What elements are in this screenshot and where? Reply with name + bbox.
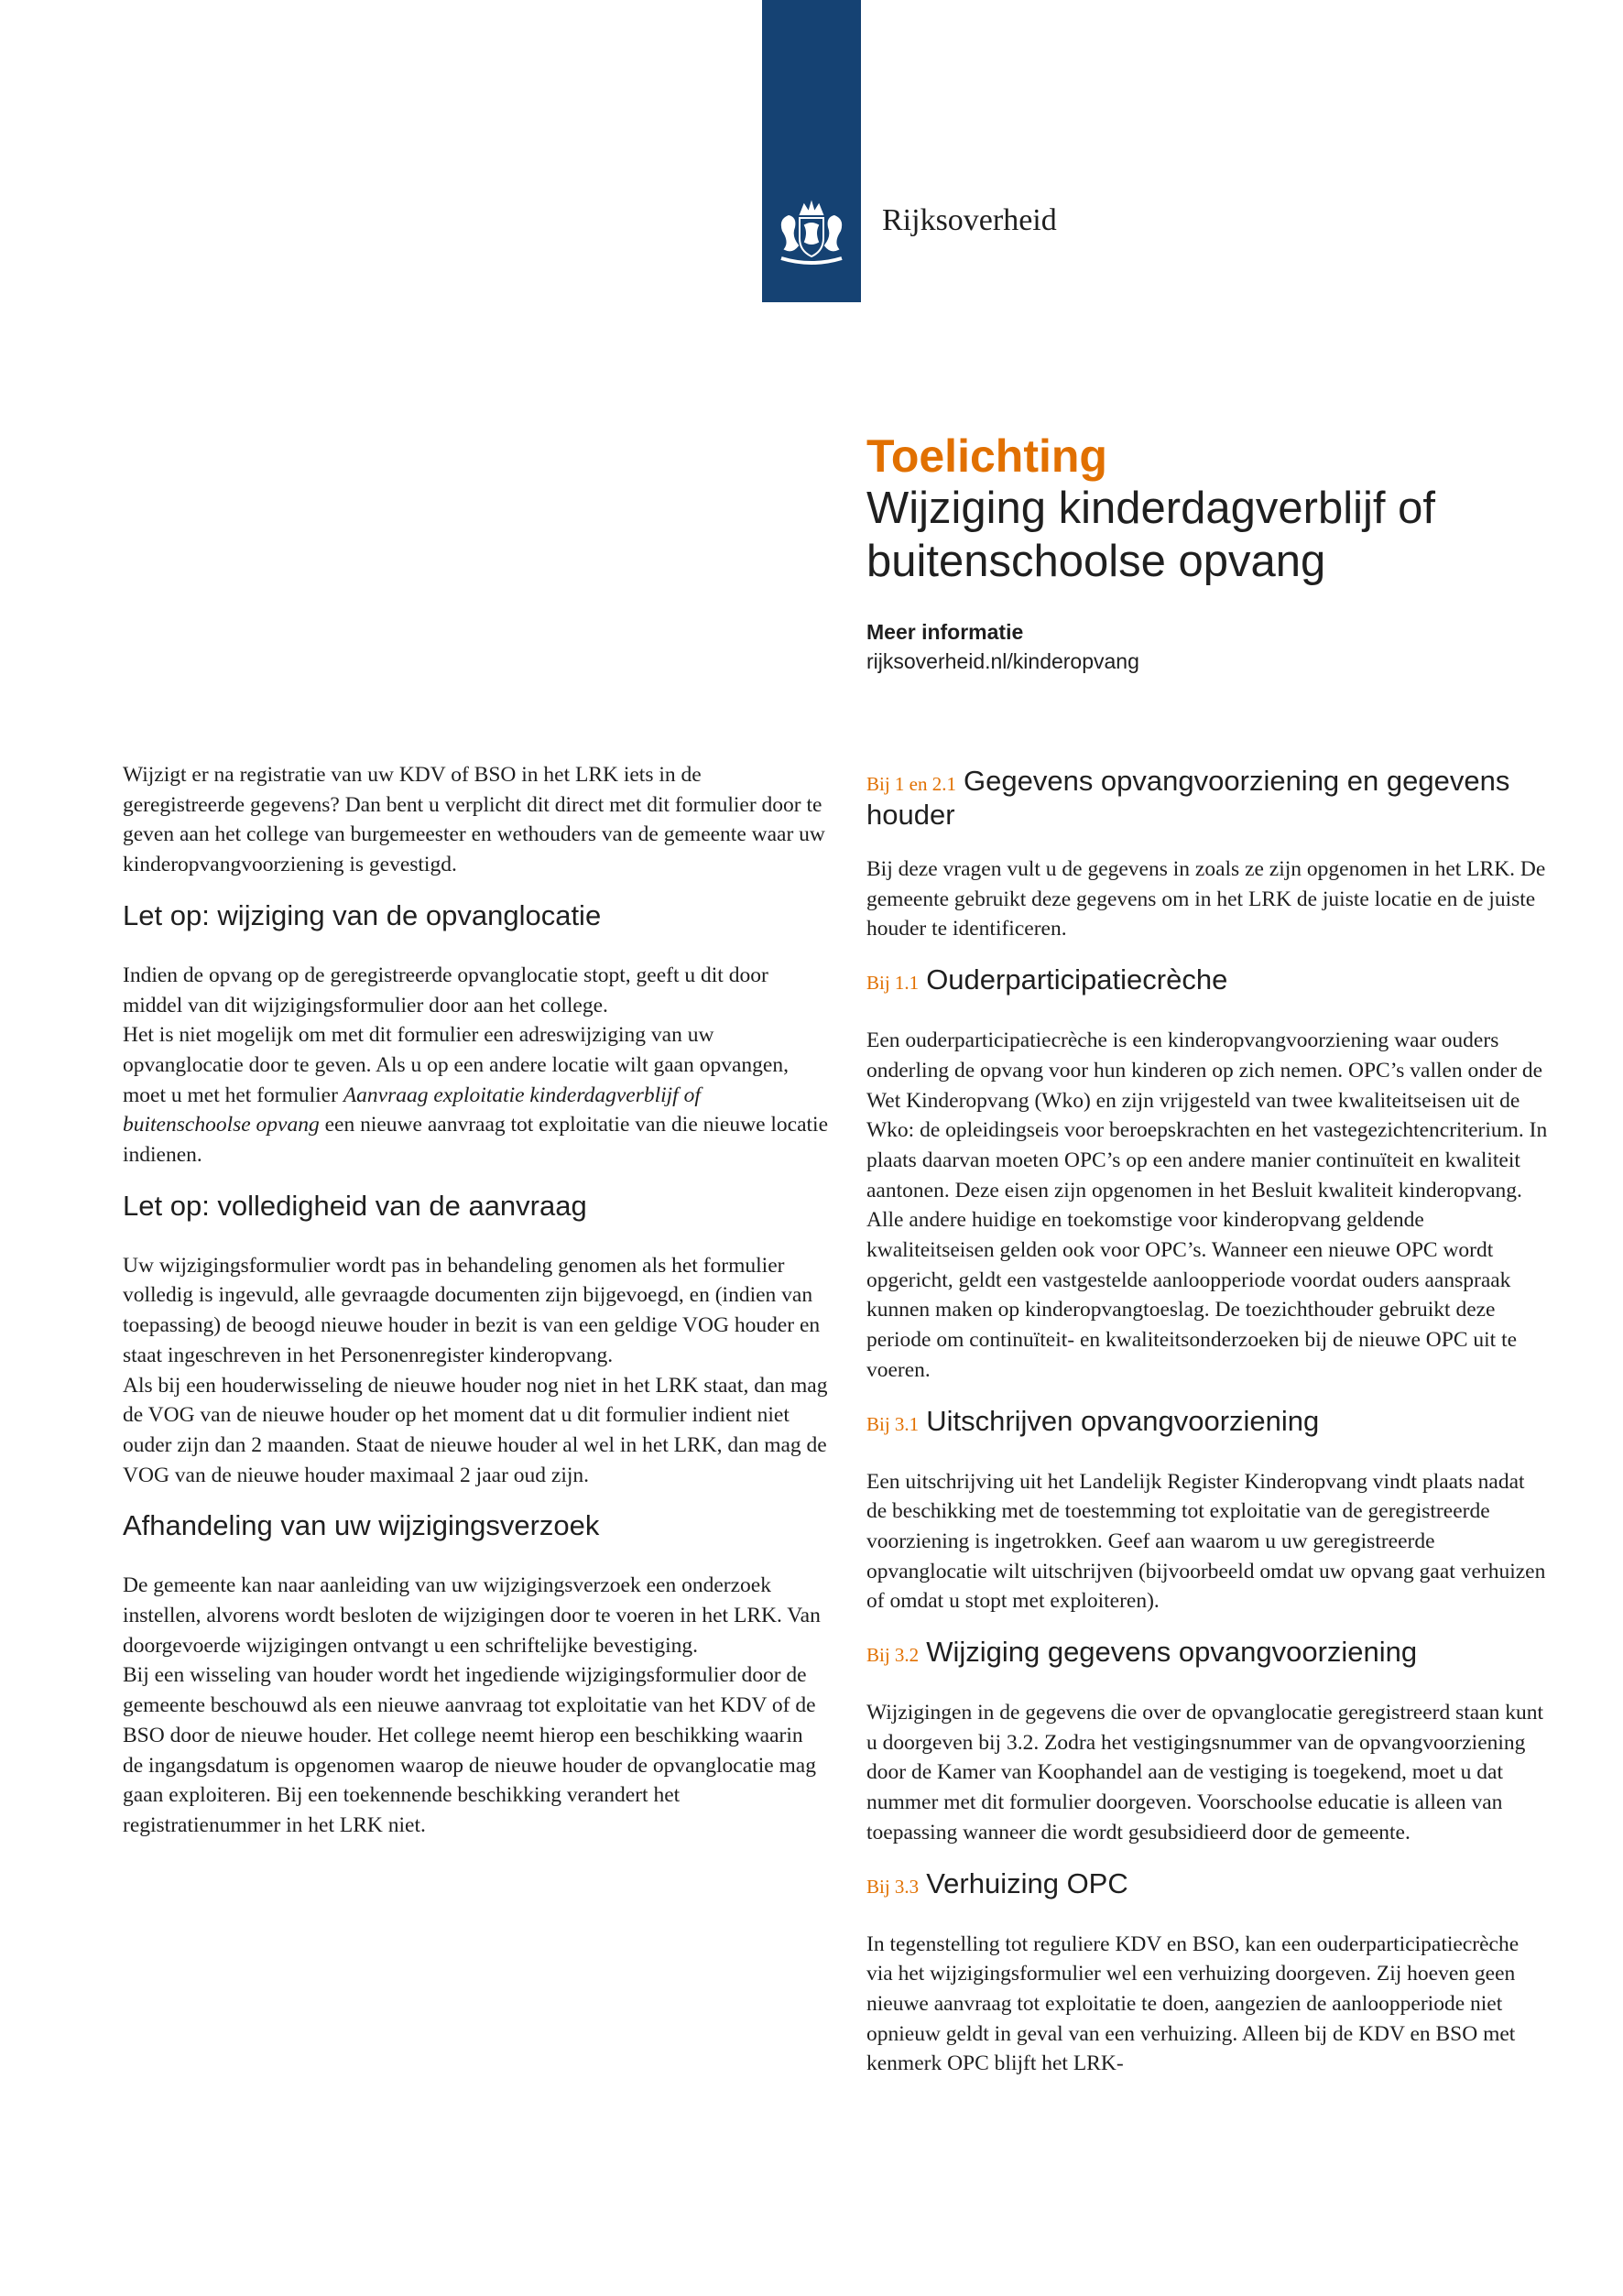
section-ref: Bij 3.2	[866, 1644, 920, 1667]
section-title: Gegevens opvangvoorziening en gegevens houder	[866, 765, 1510, 831]
section-text-wijziging: Wijzigingen in de gegevens die over de opvanglocatie geregistreerd staan kunt u doorgeven bij 3.2. Zodra het vestigingsnummer van de opvangvoorziening door de Kamer van Koophandel aan de vestiging is toegekend, moet u dat nummer met dit formulier doorgeven. Voorschoolse educatie is alleen van toepassing wanneer die wordt gesubsidieerd door de gemeente.	[866, 1701, 1544, 1844]
paragraph-text: een nieuwe aanvraag tot exploitatie van die nieuwe locatie indienen.	[123, 1113, 829, 1168]
section-title: Wijziging gegevens opvangvoorziening	[926, 1636, 1418, 1669]
paragraph-opvanglocatie-2	[123, 1020, 828, 1170]
section-ref: Bij 1.1	[866, 972, 920, 995]
title-block	[866, 430, 1581, 676]
section-ref: Bij 1 en 2.1	[866, 773, 956, 795]
section-text-opc: Een ouderparticipatiecrèche is een kinderopvangvoorziening waar ouders onderling de opvang voor hun kinderen op zich nemen. OPC’s vallen onder de Wet Kinderopvang (Wko) en zijn vrijgesteld van twee kwaliteitseisen uit de Wko: de opleidingseis voor beroepskrachten en het vastegezichtencriterium. In plaats daarvan moeten OPC’s op een andere manier continuïteit en kwaliteit aantonen. Deze eisen zijn opgenomen in het Besluit kwaliteit kinderopvang. Alle andere huidige en toekomstige voor kinderopvang geldende kwaliteitseisen gelden ook voor OPC’s. Wanneer een nieuwe OPC wordt opgericht, geldt een vastgestelde aanloopperiode voordat ouders aanspraak kunnen maken op kinderopvangtoeslag. De toezichthouder gebruikt deze periode om continuïteit- en kwaliteitsonderzoeken bij de nieuwe OPC uit te voeren.	[866, 1028, 1548, 1382]
paragraph-volledigheid-2: Als bij een houderwisseling de nieuwe houder nog niet in het LRK staat, dan mag de VOG van de nieuwe houder op het moment dat u dit formulier indient niet ouder zijn dan 2 maanden. Staat de nieuwe houder al wel in het LRK, dan mag de VOG van de nieuwe houder maximaal 2 jaar oud zijn.	[123, 1373, 828, 1487]
paragraph-text: Het is niet mogelijk om met dit formulier een adreswijziging van uw opvanglocatie door te geven. Als u op een andere locatie wilt gaan opvangen, moet u met het formulier	[123, 1023, 789, 1107]
paragraph-afhandeling-1: De gemeente kan naar aanleiding van uw wijzigingsverzoek een onderzoek instellen, alvorens wordt besloten de wijzigingen door te voeren in het LRK. Van doorgevoerde wijzigingen ontvangt u een schriftelijke bevestiging.	[123, 1573, 821, 1658]
section-title: Ouderparticipatiecrèche	[926, 963, 1228, 996]
royal-crest-icon	[772, 194, 851, 273]
heading-afhandeling: Afhandeling van uw wijzigingsverzoek	[123, 1509, 600, 1542]
section-text-verhuizing: In tegenstelling tot reguliere KDV en BSO, kan een ouderparticipatiecrèche via het wijzigingsformulier wel een verhuizing doorgeven. Zij hoeven geen nieuwe aanvraag tot exploitatie te doen, aangezien de aanloopperiode niet opnieuw geldt in geval van een verhuizing. Alleen bij de KDV en BSO met kenmerk OPC blijft het LRK-	[866, 1931, 1520, 2076]
document-title-line-1: Wijziging kinderdagverblijf of	[866, 484, 1435, 533]
section-heading-wijziging	[866, 1637, 1549, 1670]
section-title: Uitschrijven opvangvoorziening	[926, 1404, 1320, 1437]
form-name-italic: Aanvraag exploitatie kinderdagverblijf of buitenschoolse opvang	[123, 1083, 701, 1137]
section-text-gegevens: Bij deze vragen vult u de gegevens in zoals ze zijn opgenomen in het LRK. De gemeente gebruikt deze gegevens om in het LRK de juiste locatie en de juiste houder te identificeren.	[866, 857, 1546, 941]
section-heading-gegevens	[866, 766, 1549, 831]
section-heading-uitschrijven	[866, 1406, 1549, 1440]
section-heading-verhuizing	[866, 1868, 1549, 1902]
right-column	[866, 766, 1549, 2099]
info-link[interactable]: rijksoverheid.nl/kinderopvang	[866, 649, 1139, 673]
section-title: Verhuizing OPC	[926, 1866, 1128, 1899]
intro-paragraph: Wijzigt er na registratie van uw KDV of BSO in het LRK iets in de geregistreerde gegevens? Dan bent u verplicht dit direct met dit formulier door te geven aan het college van burgemeester en wethouders van de gemeente waar uw kinderopvangvoorziening is gevestigd.	[123, 763, 825, 877]
logo-wordmark: Rijksoverheid	[882, 203, 1057, 237]
paragraph-afhandeling-2: Bij een wisseling van houder wordt het ingediende wijzigingsformulier door de gemeente beschouwd als een nieuwe aanvraag tot exploitatie van het KDV of de BSO door de nieuwe houder. Het college neemt hierop een beschikking waarin de ingangsdatum is opgenomen waarop de nieuwe houder de opvanglocatie mag gaan exploiteren. Bij een toekennende beschikking verandert het registratienummer in het LRK niet.	[123, 1663, 816, 1837]
document-label: Toelichting	[866, 430, 1107, 482]
logo-bar	[762, 0, 861, 302]
section-heading-opc	[866, 964, 1549, 998]
heading-volledigheid: Let op: volledigheid van de aanvraag	[123, 1189, 587, 1222]
section-ref: Bij 3.3	[866, 1875, 920, 1898]
paragraph-volledigheid-1: Uw wijzigingsformulier wordt pas in behandeling genomen als het formulier volledig is ingevuld, alle gevraagde documenten zijn bijgevoegd, en (indien van toepassing) de beoogd nieuwe houder in bezit is van een geldige VOG houder en staat ingeschreven in het Personenregister kinderopvang.	[123, 1253, 821, 1367]
paragraph-opvanglocatie-1: Indien de opvang op de geregistreerde opvanglocatie stopt, geeft u dit door middel van dit wijzigingsformulier door aan het college.	[123, 963, 768, 1017]
info-heading: Meer informatie	[866, 620, 1024, 644]
section-ref: Bij 3.1	[866, 1412, 920, 1435]
heading-opvanglocatie: Let op: wijziging van de opvanglocatie	[123, 898, 602, 931]
document-title-line-2: buitenschoolse opvang	[866, 537, 1326, 586]
section-text-uitschrijven: Een uitschrijving uit het Landelijk Register Kinderopvang vindt plaats nadat de beschikking met de toestemming tot exploitatie van de geregistreerde voorziening is ingetrokken. Geef aan waarom u uw geregistreerde opvanglocatie wilt uitschrijven (bijvoorbeeld omdat uw opvang gaat verhuizen of omdat u stopt met exploiteren).	[866, 1469, 1546, 1614]
left-column	[123, 760, 828, 1861]
